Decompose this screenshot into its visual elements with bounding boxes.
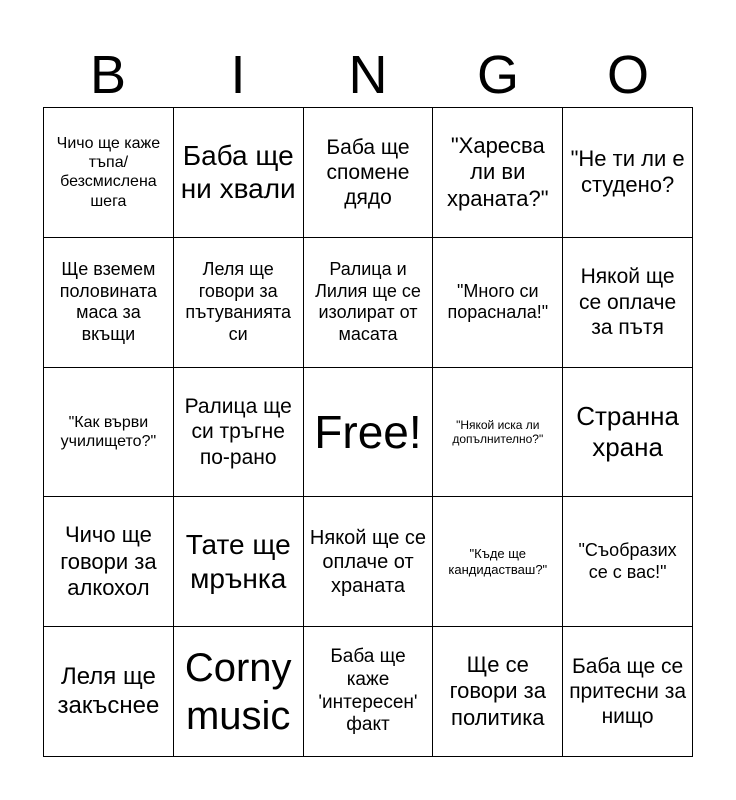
bingo-cell[interactable] [44,627,174,757]
bingo-cell[interactable] [44,497,174,627]
cell-text: "Съобразих се с вас!" [578,540,677,582]
cell-text: Чичо ще каже тъпа/ безсмислена шега [56,135,161,210]
cell-text: "Много си пораснала!" [447,280,549,323]
cell-text: Тате ще мрънка [185,529,291,594]
free-cell[interactable] [304,368,434,498]
bingo-cell[interactable] [174,627,304,757]
bingo-cell[interactable] [563,497,693,627]
bingo-grid [43,107,693,757]
cell-text: "Някой иска ли допълнително?" [452,417,544,446]
cell-text: Ралица ще си тръгне по-рано [184,395,292,469]
bingo-cell[interactable] [44,108,174,238]
bingo-cell[interactable] [44,368,174,498]
cell-text: Чичо ще говори за алкохол [60,522,157,600]
cell-text: Ще се говори за политика [449,652,546,730]
bingo-cell[interactable] [44,238,174,368]
bingo-cell[interactable] [304,627,434,757]
header-letter-b: B [89,45,127,105]
cell-text: Ралица и Лилия ще се изолират от масата [315,259,421,344]
cell-text: "Не ти ли е студено? [570,146,685,198]
bingo-cell[interactable] [433,627,563,757]
bingo-cell[interactable] [174,238,304,368]
bingo-cell[interactable] [304,108,434,238]
cell-text: Баба ще спомене дядо [326,135,410,209]
bingo-cell[interactable] [433,108,563,238]
cell-text: "Къде ще кандидастваш?" [448,546,548,577]
cell-text: Баба ще каже 'интересен' факт [318,646,418,736]
cell-text: Някой ще се оплаче от храната [309,526,427,597]
bingo-cell[interactable] [563,627,693,757]
bingo-cell[interactable] [174,497,304,627]
cell-text: Ще вземем половината маса за вкъщи [59,259,158,344]
header-letter-i: I [230,45,246,105]
cell-text: Corny music [184,645,292,738]
cell-text: Леля ще закъснее [57,662,160,719]
bingo-cell[interactable] [304,238,434,368]
free-label: Free! [314,405,422,458]
header-letter-o: O [606,45,649,105]
bingo-cell[interactable] [433,238,563,368]
header-letter-n: N [348,45,388,105]
cell-text: Баба ще ни хвали [180,139,296,205]
bingo-cell[interactable] [304,497,434,627]
cell-text: Леля ще говори за пътуванията си [185,259,291,344]
cell-text: "Как върви училището?" [60,413,157,450]
cell-text: Баба ще се притесни за нищо [569,654,686,729]
header-letter-g: G [476,45,519,105]
cell-text: Странна храна [576,400,679,462]
bingo-cell[interactable] [563,108,693,238]
bingo-cell[interactable] [563,238,693,368]
bingo-cell[interactable] [174,108,304,238]
bingo-cell[interactable] [433,497,563,627]
cell-text: "Харесва ли ви храната?" [447,132,549,211]
bingo-cell[interactable] [433,368,563,498]
bingo-header [43,40,693,110]
bingo-cell[interactable] [563,368,693,498]
cell-text: Някой ще се оплаче за пътя [579,265,677,339]
bingo-cell[interactable] [174,368,304,498]
